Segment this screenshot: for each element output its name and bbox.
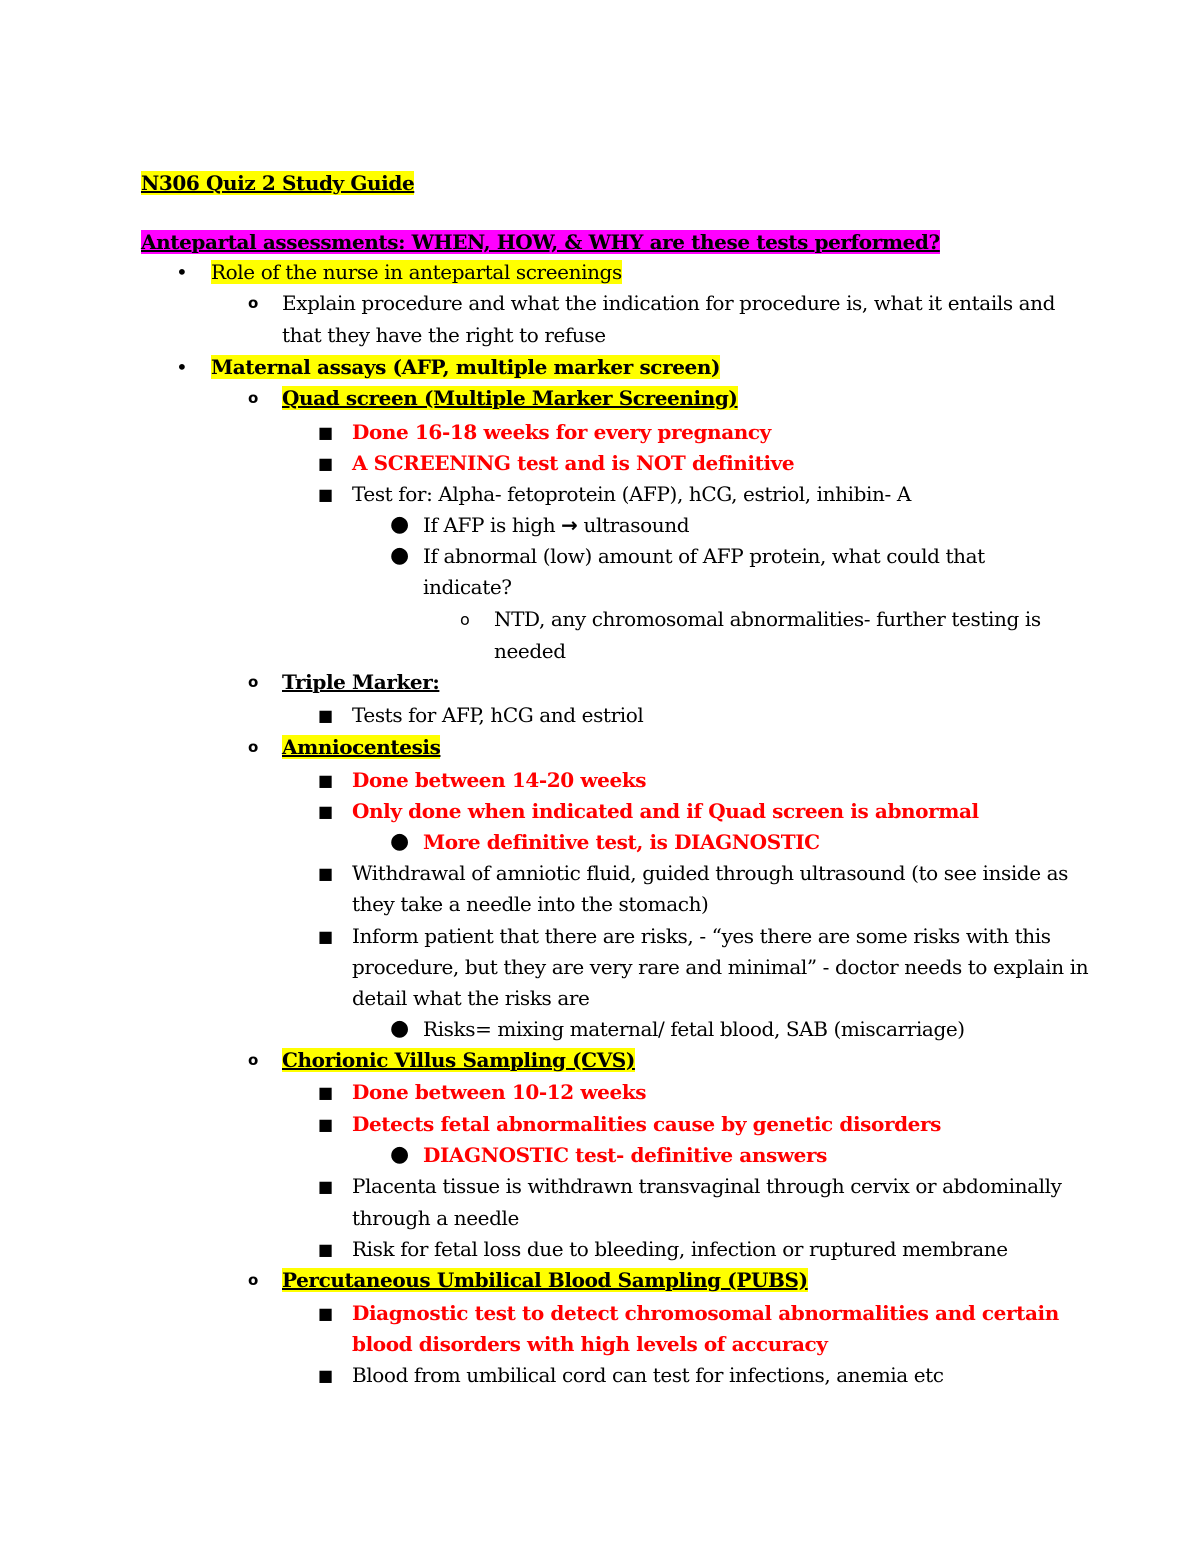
bullet-marker: ●: [390, 1016, 410, 1041]
bullet-marker: o: [248, 294, 259, 312]
list-item-pubs-blood: Blood from umbilical cord can test for infections, anemia etc: [352, 1363, 944, 1387]
list-item-ntd-cont: needed: [494, 639, 566, 663]
bullet-marker: •: [176, 260, 188, 284]
list-item-quad-done: Done 16-18 weeks for every pregnancy: [352, 420, 771, 444]
bullet-marker: o: [248, 738, 259, 756]
list-item-pubs-diagnostic: Diagnostic test to detect chromosomal abnormalities and certain: [352, 1301, 1059, 1325]
list-item-cvs-placenta-cont: through a needle: [352, 1206, 519, 1230]
bullet-marker: ■: [318, 1304, 334, 1323]
bullet-marker: o: [248, 1051, 259, 1069]
list-item-amnio-done: Done between 14-20 weeks: [352, 768, 647, 792]
bullet-marker: •: [176, 355, 188, 379]
list-item-afp-low: If abnormal (low) amount of AFP protein, what could that: [423, 544, 985, 568]
list-item-pubs-diagnostic-cont: blood disorders with high levels of accuracy: [352, 1332, 828, 1356]
list-item-role-of-nurse: Role of the nurse in antepartal screenings: [211, 260, 622, 284]
page-title: [141, 168, 414, 199]
list-item-cvs-risk: Risk for fetal loss due to bleeding, infection or ruptured membrane: [352, 1237, 1008, 1261]
bullet-marker: o: [460, 610, 470, 629]
list-item-explain-cont: that they have the right to refuse: [282, 323, 606, 347]
list-item-cvs-diagnostic: DIAGNOSTIC test- definitive answers: [423, 1143, 827, 1167]
list-item-pubs: Percutaneous Umbilical Blood Sampling (PUBS): [282, 1268, 808, 1292]
title-text: N306 Quiz 2 Study Guide: [141, 171, 415, 195]
bullet-marker: ●: [390, 829, 410, 854]
bullet-marker: ■: [318, 1177, 334, 1196]
bullet-marker: ■: [318, 1083, 334, 1102]
bullet-marker: ■: [318, 1366, 334, 1385]
list-item-afp-low-cont: indicate?: [423, 575, 512, 599]
bullet-marker: ●: [390, 543, 410, 568]
bullet-marker: o: [248, 673, 259, 691]
bullet-marker: ■: [318, 454, 334, 473]
bullet-marker: ■: [318, 1240, 334, 1259]
list-item-amnio-inform-cont2: detail what the risks are: [352, 986, 590, 1010]
section-heading-text: Antepartal assessments: WHEN, HOW, & WHY are these tests performed?: [141, 230, 940, 254]
bullet-marker: ■: [318, 485, 334, 504]
list-item-amnio-risks: Risks= mixing maternal/ fetal blood, SAB (miscarriage): [423, 1017, 965, 1041]
list-item-maternal-assays: Maternal assays (AFP, multiple marker screen): [211, 355, 721, 379]
bullet-marker: ■: [318, 423, 334, 442]
bullet-marker: o: [248, 389, 259, 407]
list-item-cvs: Chorionic Villus Sampling (CVS): [282, 1048, 635, 1072]
right-arrow-icon: →: [561, 513, 578, 537]
bullet-marker: ■: [318, 1115, 334, 1134]
list-item-afp-high: If AFP is high → ultrasound: [423, 513, 690, 537]
bullet-marker: ■: [318, 771, 334, 790]
bullet-marker: ■: [318, 864, 334, 883]
list-item-cvs-placenta: Placenta tissue is withdrawn transvaginal through cervix or abdominally: [352, 1174, 1062, 1198]
list-item-cvs-detects: Detects fetal abnormalities cause by genetic disorders: [352, 1112, 941, 1136]
bullet-marker: ●: [390, 1142, 410, 1167]
bullet-marker: ■: [318, 706, 334, 725]
list-item-explain: Explain procedure and what the indication for procedure is, what it entails and: [282, 291, 1056, 315]
list-item-amniocentesis: Amniocentesis: [282, 735, 441, 759]
list-item-quad-test-for: Test for: Alpha- fetoprotein (AFP), hCG, estriol, inhibin- A: [352, 482, 911, 506]
list-item-amnio-inform: Inform patient that there are risks, - “yes there are some risks with this: [352, 924, 1051, 948]
list-item-ntd: NTD, any chromosomal abnormalities- further testing is: [494, 607, 1041, 631]
bullet-marker: o: [248, 1271, 259, 1289]
list-item-amnio-only: Only done when indicated and if Quad screen is abnormal: [352, 799, 979, 823]
list-item-triple-marker: Triple Marker:: [282, 670, 440, 694]
list-item-amnio-withdrawal: Withdrawal of amniotic fluid, guided through ultrasound (to see inside as: [352, 861, 1068, 885]
list-item-triple-tests: Tests for AFP, hCG and estriol: [352, 703, 644, 727]
bullet-marker: ■: [318, 927, 334, 946]
list-item-cvs-done: Done between 10-12 weeks: [352, 1080, 647, 1104]
list-item-amnio-definitive: More definitive test, is DIAGNOSTIC: [423, 830, 820, 854]
list-item-amnio-withdrawal-cont: they take a needle into the stomach): [352, 892, 709, 916]
list-item-quad-screening: A SCREENING test and is NOT definitive: [352, 451, 795, 475]
bullet-marker: ●: [390, 512, 410, 537]
list-item-quad-screen: Quad screen (Multiple Marker Screening): [282, 386, 738, 410]
section-heading: [141, 227, 940, 258]
bullet-marker: ■: [318, 802, 334, 821]
list-item-amnio-inform-cont: procedure, but they are very rare and minimal” - doctor needs to explain in: [352, 955, 1089, 979]
